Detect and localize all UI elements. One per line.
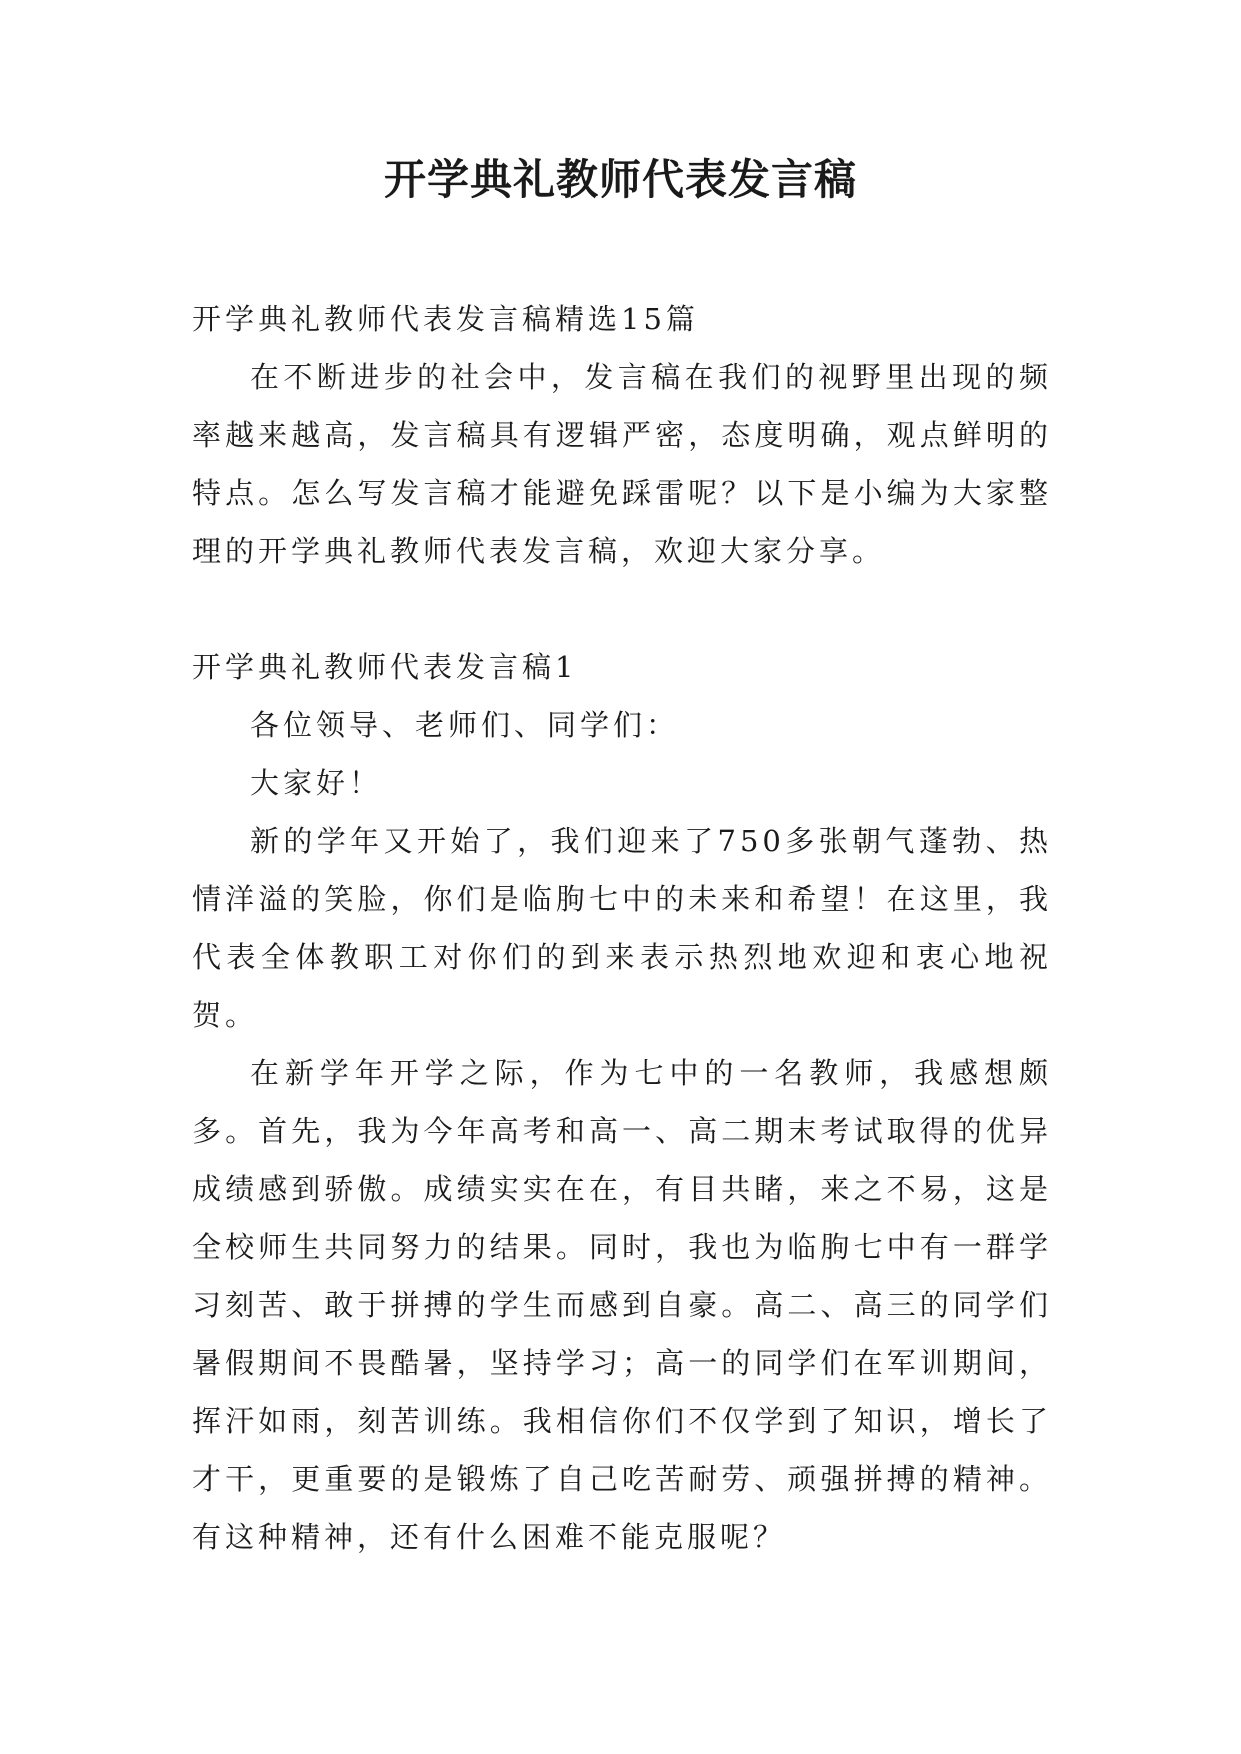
body-paragraph-2: 在新学年开学之际，作为七中的一名教师，我感想颇多。首先，我为今年高考和高一、高二期末考试取得的优异成绩感到骄傲。成绩实实在在，有目共睹，来之不易，这是全校师生共同努力的结果。同时，我也为临朐七中有一群学习刻苦、敢于拼搏的学生而感到自豪。高二、高三的同学们暑假期间不畏酷暑，坚持学习；高一的同学们在军训期间，挥汗如雨，刻苦训练。我相信你们不仅学到了知识，增长了才干，更重要的是锻炼了自己吃苦耐劳、顽强拼搏的精神。有这种精神，还有什么困难不能克服呢？ (192, 1056, 1052, 1554)
hello-line: 大家好！ (250, 766, 383, 800)
document-subtitle: 开学典礼教师代表发言稿精选15篇 (192, 302, 699, 336)
document-title: 开学典礼教师代表发言稿 (383, 155, 857, 204)
intro-paragraph: 在不断进步的社会中，发言稿在我们的视野里出现的频率越来越高，发言稿具有逻辑严密，态度明确，观点鲜明的特点。怎么写发言稿才能避免踩雷呢？以下是小编为大家整理的开学典礼教师代表发言稿，欢迎大家分享。 (192, 360, 1052, 568)
section-heading: 开学典礼教师代表发言稿1 (192, 650, 578, 684)
body-paragraph-1: 新的学年又开始了，我们迎来了750多张朝气蓬勃、热情洋溢的笑脸，你们是临朐七中的未来和希望！在这里，我代表全体教职工对你们的到来表示热烈地欢迎和衷心地祝贺。 (192, 824, 1052, 1032)
document-body (192, 290, 1052, 1566)
greeting-line: 各位领导、老师们、同学们： (250, 708, 680, 742)
section-spacer (192, 580, 1052, 638)
